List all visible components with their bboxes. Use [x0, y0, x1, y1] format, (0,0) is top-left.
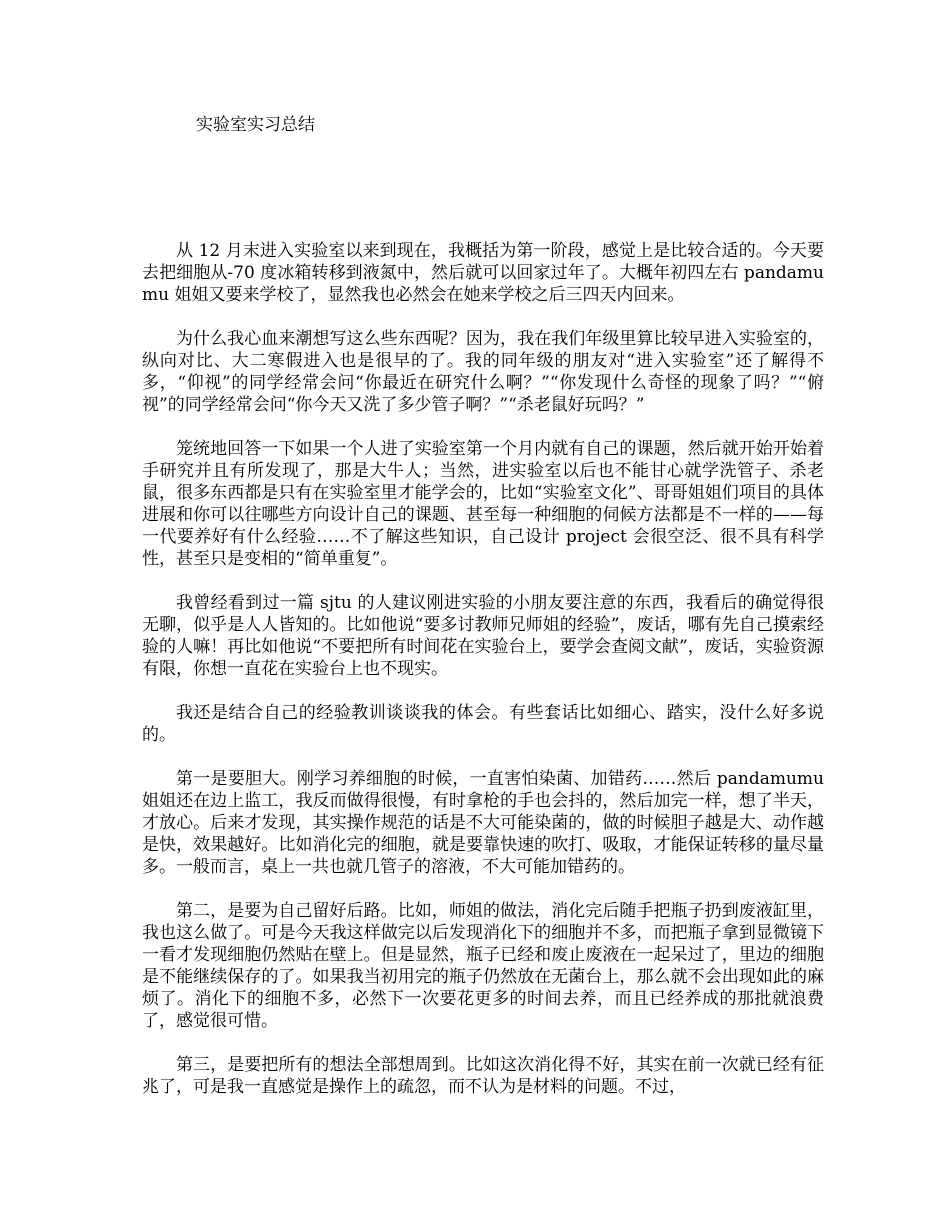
- document-title: 实验室实习总结: [196, 115, 315, 135]
- paragraph-4: 我曾经看到过一篇 sjtu 的人建议刚进实验的小朋友要注意的东西，我看后的确觉得很无聊，似乎是人人皆知的。比如他说“要多讨教师兄师姐的经验”，废话，哪有先自己摸索经验的人嘛！再比如他说“不要把所有时间花在实验台上，要学会查阅文献”，废话，实验资源有限，你想一直花在实验台上也不现实。: [142, 593, 824, 679]
- paragraph-2: 为什么我心血来潮想写这么些东西呢？因为，我在我们年级里算比较早进入实验室的，纵向对比、大二寒假进入也是很早的了。我的同年级的朋友对“进入实验室”还了解得不多，“仰视”的同学经常会问“你最近在研究什么啊？”“你发现什么奇怪的现象了吗？”“俯视”的同学经常会问“你今天又洗了多少管子啊？”“杀老鼠好玩吗？”: [142, 329, 824, 415]
- paragraph-6: 第一是要胆大。刚学习养细胞的时候，一直害怕染菌、加错药……然后 pandamumu 姐姐还在边上监工，我反而做得很慢，有时拿枪的手也会抖的，然后加完一样，想了半天，才放心。后来才发现，其实操作规范的话是不大可能染菌的，做的时候胆子越是大、动作越是快，效果越好。比如消化完的细胞，就是要靠快速的吹打、吸取，才能保证转移的量尽量多。一般而言，桌上一共也就几管子的溶液，不大可能加错药的。: [142, 769, 824, 877]
- paragraph-3: 笼统地回答一下如果一个人进了实验室第一个月内就有自己的课题，然后就开始开始着手研究并且有所发现了，那是大牛人；当然，进实验室以后也不能甘心就学洗管子、杀老鼠，很多东西都是只有在实验室里才能学会的，比如“实验室文化”、哥哥姐姐们项目的具体进展和你可以往哪些方向设计自己的课题、甚至每一种细胞的伺候方法都是不一样的——每一代要养好有什么经验……不了解这些知识，自己设计 project 会很空泛、很不具有科学性，甚至只是变相的“简单重复”。: [142, 439, 824, 569]
- paragraph-7: 第二，是要为自己留好后路。比如，师姐的做法，消化完后随手把瓶子扔到废液缸里，我也这么做了。可是今天我这样做完以后发现消化下的细胞并不多，而把瓶子拿到显微镜下一看才发现细胞仍然贴在壁上。但是显然，瓶子已经和废止废液在一起呆过了，里边的细胞是不能继续保存的了。如果我当初用完的瓶子仍然放在无菌台上，那么就不会出现如此的麻烦了。消化下的细胞不多，必然下一次要花更多的时间去养，而且已经养成的那批就浪费了，感觉很可惜。: [142, 901, 824, 1031]
- paragraph-8: 第三，是要把所有的想法全部想周到。比如这次消化得不好，其实在前一次就已经有征兆了，可是我一直感觉是操作上的疏忽，而不认为是材料的问题。不过，: [142, 1055, 824, 1097]
- paragraph-1: 从 12 月末进入实验室以来到现在，我概括为第一阶段，感觉上是比较合适的。今天要去把细胞从-70 度冰箱转移到液氮中，然后就可以回家过年了。大概年初四左右 pandamumu 姐姐又要来学校了，显然我也必然会在她来学校之后三四天内回来。: [142, 241, 824, 305]
- paragraph-5: 我还是结合自己的经验教训谈谈我的体会。有些套话比如细心、踏实，没什么好多说的。: [142, 703, 824, 745]
- document-body: [142, 240, 824, 1120]
